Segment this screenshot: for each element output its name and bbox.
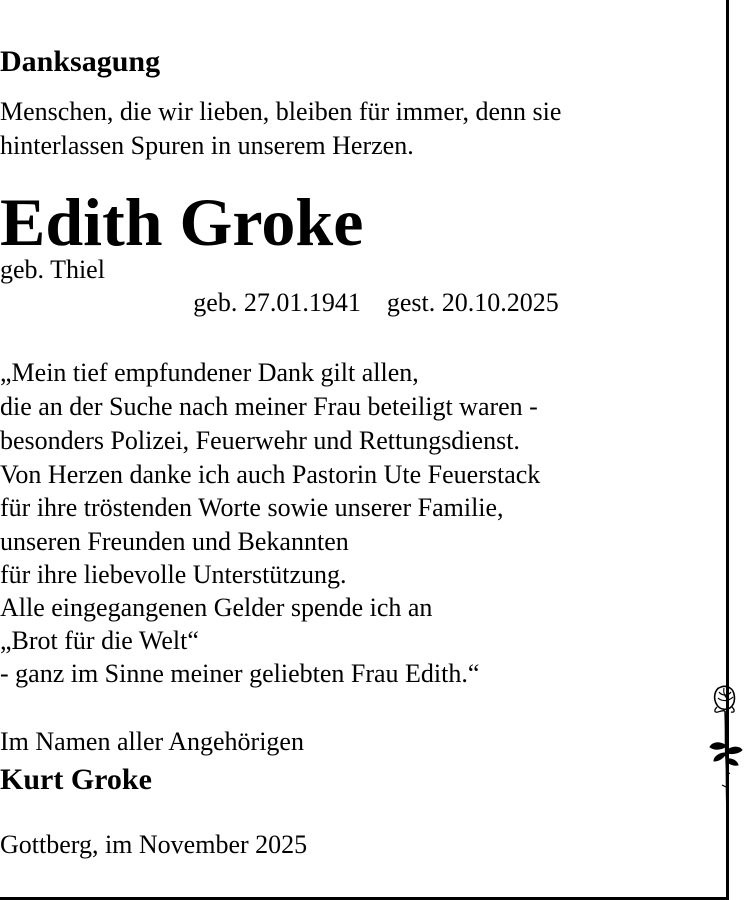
- rose-icon: [704, 683, 750, 813]
- birth-date: geb. 27.01.1941: [193, 288, 361, 317]
- message-line: unseren Freunden und Bekannten: [0, 527, 349, 556]
- message-line: - ganz im Sinne meiner geliebten Frau Edith.“: [0, 659, 480, 688]
- life-dates: [0, 287, 752, 319]
- motto-line-1: Menschen, die wir lieben, bleiben für immer, denn sie: [0, 97, 562, 126]
- message-line: Von Herzen danke ich auch Pastorin Ute Feuerstack: [0, 460, 541, 489]
- message-line: Alle eingegangenen Gelder spende ich an: [0, 593, 433, 622]
- message-line: die an der Suche nach meiner Frau beteiligt waren -: [0, 392, 538, 421]
- message-line: „Mein tief empfundener Dank gilt allen,: [0, 358, 419, 387]
- motto-line-2: hinterlassen Spuren in unserem Herzen.: [0, 131, 414, 160]
- message-line: besonders Polizei, Feuerwehr und Rettungsdienst.: [0, 426, 520, 455]
- on-behalf-line: Im Namen aller Angehörigen: [0, 727, 304, 756]
- message-line: für ihre tröstenden Worte sowie unserer Familie,: [0, 493, 504, 522]
- signer-name: Kurt Groke: [0, 763, 152, 796]
- deceased-name: Edith Groke: [0, 184, 364, 260]
- notice-title: Danksagung: [0, 45, 161, 78]
- death-date: gest. 20.10.2025: [386, 288, 559, 317]
- maiden-name: geb. Thiel: [0, 255, 105, 284]
- place-date: Gottberg, im November 2025: [0, 830, 308, 859]
- message-line: für ihre liebevolle Unterstützung.: [0, 560, 347, 589]
- message-line: „Brot für die Welt“: [0, 626, 199, 655]
